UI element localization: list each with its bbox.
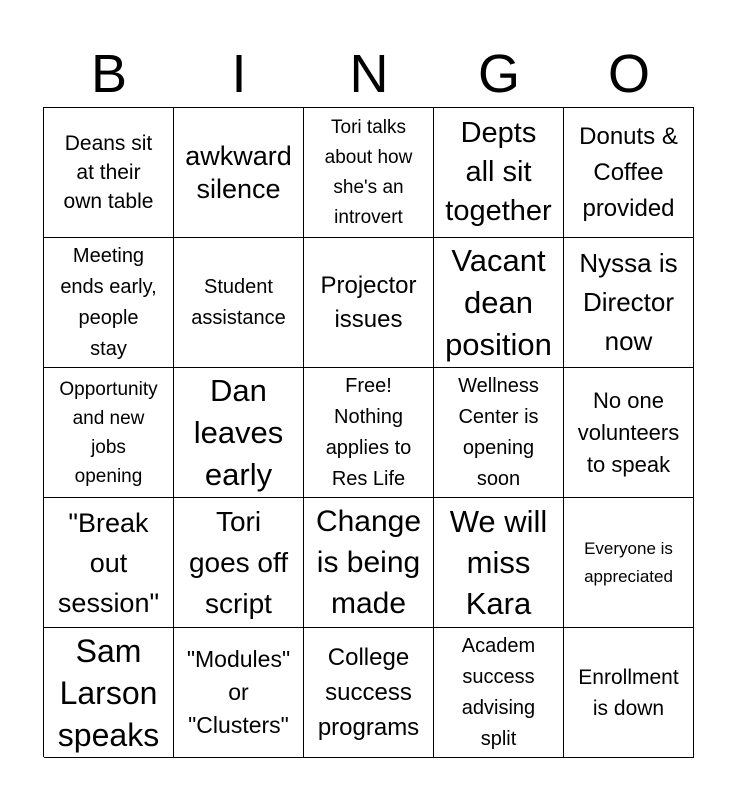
bingo-cell[interactable] xyxy=(44,238,174,368)
cell-text: Deans sit at their own table xyxy=(63,132,154,213)
bingo-cell[interactable] xyxy=(434,368,564,498)
header-letter-i: I xyxy=(231,44,247,104)
bingo-cell[interactable] xyxy=(434,238,564,368)
cell-text: Everyone is appreciated xyxy=(584,538,673,586)
bingo-cell[interactable] xyxy=(304,368,434,498)
bingo-header xyxy=(43,42,693,106)
bingo-cell[interactable] xyxy=(174,108,304,238)
cell-text: Meeting ends early, people stay xyxy=(60,244,157,360)
bingo-cell[interactable] xyxy=(304,498,434,628)
cell-text: Tori talks about how she's an introvert xyxy=(324,116,413,228)
cell-text: College success programs xyxy=(317,644,420,741)
bingo-board xyxy=(43,107,694,757)
cell-text: Dan leaves early xyxy=(193,372,284,492)
header-letter-b: B xyxy=(90,44,128,104)
bingo-cell[interactable] xyxy=(304,108,434,238)
header-letter-o: O xyxy=(607,44,650,104)
header-letter-g: G xyxy=(477,44,520,104)
bingo-cell[interactable] xyxy=(44,498,174,628)
cell-text: Tori goes off script xyxy=(188,506,289,619)
cell-text: Enrollment is down xyxy=(578,665,679,720)
bingo-cell[interactable] xyxy=(434,628,564,758)
bingo-cell[interactable] xyxy=(44,368,174,498)
cell-text: Projector issues xyxy=(320,271,417,333)
cell-text: Student assistance xyxy=(191,275,286,329)
bingo-cell[interactable] xyxy=(304,238,434,368)
cell-text: "Modules" or "Clusters" xyxy=(186,646,291,738)
cell-text: We will miss Kara xyxy=(449,504,548,621)
cell-text: Opportunity and new jobs opening xyxy=(59,378,158,487)
cell-text: Change is being made xyxy=(315,505,422,620)
bingo-cell[interactable] xyxy=(564,628,694,758)
bingo-cell[interactable] xyxy=(564,368,694,498)
cell-text: awkward silence xyxy=(185,140,292,204)
cell-text: Donuts & Coffee provided xyxy=(579,122,678,222)
bingo-cell[interactable] xyxy=(44,628,174,758)
cell-text: No one volunteers to speak xyxy=(577,387,680,477)
bingo-cell[interactable] xyxy=(174,368,304,498)
cell-text: Wellness Center is opening soon xyxy=(458,374,539,490)
bingo-cell[interactable] xyxy=(564,108,694,238)
bingo-cell[interactable] xyxy=(304,628,434,758)
cell-text: "Break out session" xyxy=(57,507,160,618)
cell-text: Nyssa is Director now xyxy=(579,248,678,356)
cell-text: Free! Nothing applies to Res Life xyxy=(325,374,412,490)
bingo-cell[interactable] xyxy=(174,238,304,368)
cell-text: Depts all sit together xyxy=(445,117,552,227)
bingo-cell[interactable] xyxy=(434,498,564,628)
bingo-cell[interactable] xyxy=(564,498,694,628)
bingo-cell[interactable] xyxy=(174,498,304,628)
header-letter-n: N xyxy=(349,44,389,104)
bingo-cell[interactable] xyxy=(564,238,694,368)
cell-text: Vacant dean position xyxy=(445,242,552,362)
bingo-cell[interactable] xyxy=(434,108,564,238)
cell-text: Sam Larson speaks xyxy=(57,632,160,753)
cell-text: Academ success advising split xyxy=(461,634,536,750)
bingo-cell[interactable] xyxy=(174,628,304,758)
bingo-cell[interactable] xyxy=(44,108,174,238)
